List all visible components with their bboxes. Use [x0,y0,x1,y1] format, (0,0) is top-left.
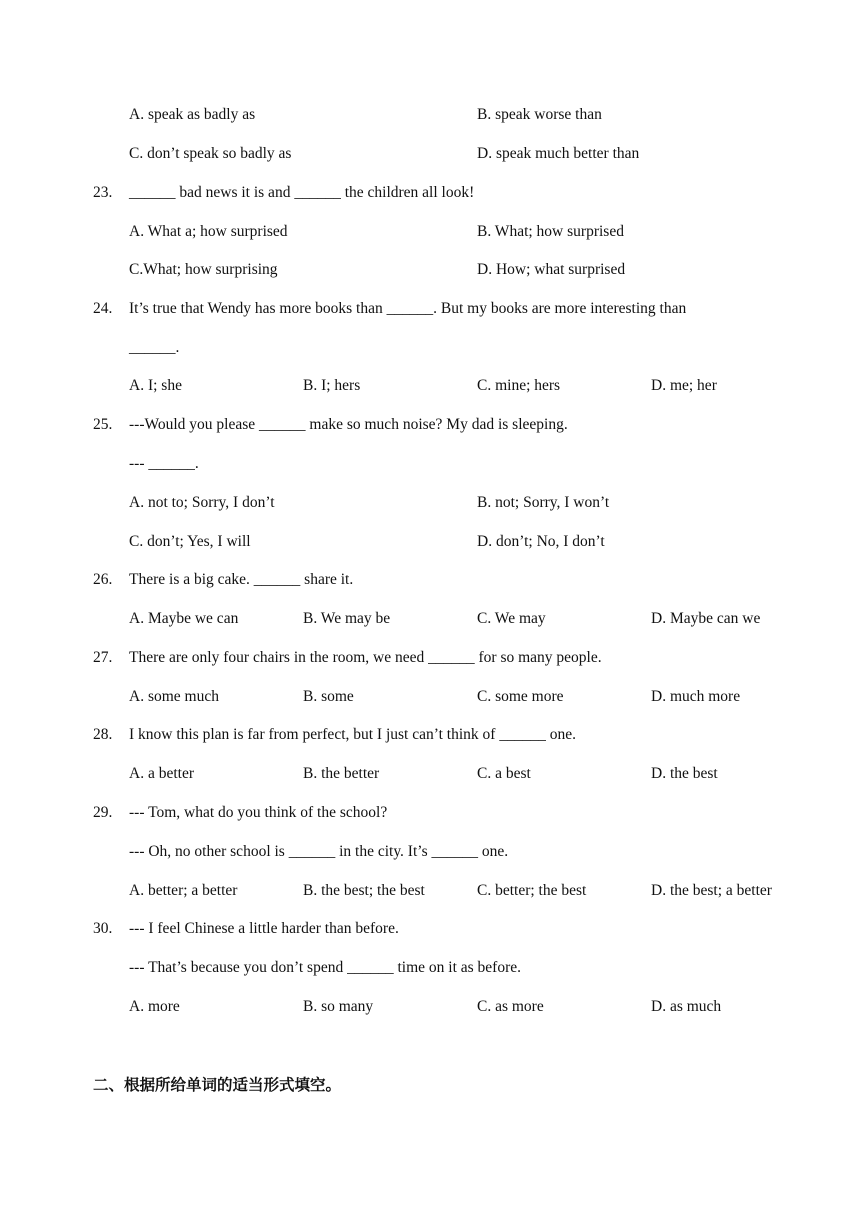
q27-number: 27. [93,649,113,666]
q25-stem: ---Would you please ______ make so much noise? My dad is sleeping. [129,416,568,433]
q30-stem-continued: --- That’s because you don’t spend ______ time on it as before. [129,959,522,976]
q23-option-b: B. What; how surprised [477,223,624,240]
q30-option-d: D. as much [651,998,722,1015]
q28-stem: I know this plan is far from perfect, but I just can’t think of ______ one. [129,726,576,743]
q28-option-b: B. the better [303,765,380,782]
q28-option-a: A. a better [129,765,194,782]
q26-option-d: D. Maybe can we [651,610,761,627]
q23-option-c: C.What; how surprising [129,261,278,278]
q29-option-c: C. better; the best [477,882,587,899]
q29-option-d: D. the best; a better [651,882,772,899]
q25-option-b: B. not; Sorry, I won’t [477,494,610,511]
q29-option-b: B. the best; the best [303,882,425,899]
q29-stem: --- Tom, what do you think of the school? [129,804,388,821]
q27-option-c: C. some more [477,688,564,705]
q25-stem-continued: --- ______. [129,455,199,472]
q25-option-c: C. don’t; Yes, I will [129,533,251,550]
q22-option-a: A. speak as badly as [129,106,256,123]
q28-number: 28. [93,726,113,743]
q23-stem: ______ bad news it is and ______ the children all look! [129,184,475,201]
q23-number: 23. [93,184,113,201]
q30-stem: --- I feel Chinese a little harder than before. [129,920,399,937]
q24-option-c: C. mine; hers [477,377,561,394]
q24-option-d: D. me; her [651,377,717,394]
q30-option-c: C. as more [477,998,544,1015]
q29-number: 29. [93,804,113,821]
q26-option-c: C. We may [477,610,546,627]
q26-stem: There is a big cake. ______ share it. [129,571,354,588]
q26-number: 26. [93,571,113,588]
section-2-heading: 二、根据所给单词的适当形式填空。 [93,1076,342,1094]
q27-stem: There are only four chairs in the room, we need ______ for so many people. [129,649,602,666]
q24-stem: It’s true that Wendy has more books than ______. But my books are more interesting than [129,300,687,317]
q22-option-d: D. speak much better than [477,145,640,162]
q22-option-c: C. don’t speak so badly as [129,145,292,162]
q24-option-a: A. I; she [129,377,182,394]
q22-option-b: B. speak worse than [477,106,602,123]
q24-stem-continued: ______. [129,339,180,356]
q29-stem-continued: --- Oh, no other school is ______ in the city. It’s ______ one. [129,843,509,860]
q23-option-d: D. How; what surprised [477,261,626,278]
q27-option-b: B. some [303,688,354,705]
q30-option-b: B. so many [303,998,374,1015]
q27-option-d: D. much more [651,688,741,705]
q28-option-c: C. a best [477,765,531,782]
q25-number: 25. [93,416,113,433]
q30-option-a: A. more [129,998,180,1015]
q23-option-a: A. What a; how surprised [129,223,288,240]
q29-option-a: A. better; a better [129,882,238,899]
q28-option-d: D. the best [651,765,718,782]
q30-number: 30. [93,920,113,937]
q26-option-a: A. Maybe we can [129,610,239,627]
q27-option-a: A. some much [129,688,219,705]
q25-option-a: A. not to; Sorry, I don’t [129,494,275,511]
q26-option-b: B. We may be [303,610,391,627]
q24-number: 24. [93,300,113,317]
q24-option-b: B. I; hers [303,377,361,394]
q25-option-d: D. don’t; No, I don’t [477,533,605,550]
